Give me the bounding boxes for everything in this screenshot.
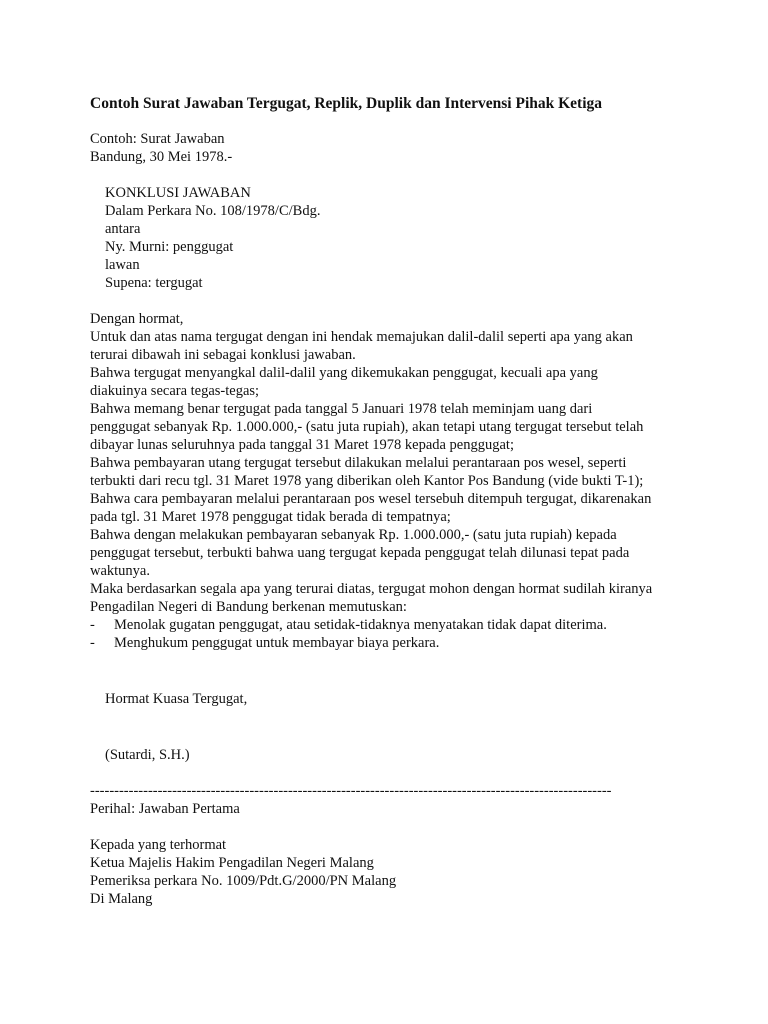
case-plaintiff: Ny. Murni: penggugat (105, 239, 234, 255)
body-line: Bahwa dengan melakukan pembayaran sebanyak Rp. 1.000.000,- (satu juta rupiah) kepada (90, 527, 617, 543)
closing-salutation: Hormat Kuasa Tergugat, (105, 691, 248, 707)
body-line: Dengan hormat, (90, 311, 184, 327)
body-line: Untuk dan atas nama tergugat dengan ini hendak memajukan dalil-dalil seperti apa yang akan (90, 329, 633, 345)
second-letter (90, 800, 690, 908)
body-line: Bahwa cara pembayaran melalui perantaraan pos wesel tersebuh ditempuh tergugat, dikarenakan (90, 491, 652, 507)
recipient-location: Di Malang (90, 891, 153, 907)
case-header-block (90, 184, 690, 292)
list-dash: - (90, 635, 95, 651)
body-line: Bahwa pembayaran utang tergugat tersebut dilakukan melalui perantaraan pos wesel, seperti (90, 455, 627, 471)
subject-line: Perihal: Jawaban Pertama (90, 801, 240, 817)
body-line: terurai dibawah ini sebagai konklusi jawaban. (90, 347, 356, 363)
body-line: pada tgl. 31 Maret 1978 penggugat tidak berada di tempatnya; (90, 509, 451, 525)
body-line: Bahwa memang benar tergugat pada tanggal 5 Januari 1978 telah meminjam uang dari (90, 401, 593, 417)
document-title: Contoh Surat Jawaban Tergugat, Replik, Duplik dan Intervensi Pihak Ketiga (90, 95, 603, 112)
list-item (90, 634, 690, 652)
body-line: Maka berdasarkan segala apa yang terurai diatas, tergugat mohon dengan hormat sudilah kiranya (90, 581, 653, 597)
body-line: penggugat tersebut, terbukti bahwa uang tergugat kepada penggugat telah dilunasi tepat pada (90, 545, 630, 561)
case-defendant: Supena: tergugat (105, 275, 203, 291)
body-line: penggugat sebanyak Rp. 1.000.000,- (satu juta rupiah), akan tetapi utang tergugat tersebut telah (90, 419, 644, 435)
list-dash: - (90, 617, 95, 633)
list-item-text: Menolak gugatan penggugat, atau setidak-tidaknya menyatakan tidak dapat diterima. (114, 617, 607, 633)
body-line: terbukti dari recu tgl. 31 Maret 1978 yang diberikan oleh Kantor Pos Bandung (vide bukti T-1); (90, 473, 644, 489)
intro-block (90, 130, 690, 166)
case-between: antara (105, 221, 141, 237)
intro-date: Bandung, 30 Mei 1978.- (90, 149, 233, 165)
request-list (90, 616, 690, 652)
signature-name: (Sutardi, S.H.) (105, 747, 190, 763)
body-line: diakuinya secara tegas-tegas; (90, 383, 260, 399)
case-versus: lawan (105, 257, 140, 273)
body-line: Pengadilan Negeri di Bandung berkenan memutuskan: (90, 599, 407, 615)
intro-line: Contoh: Surat Jawaban (90, 131, 225, 147)
body-text (90, 310, 690, 616)
case-heading: KONKLUSI JAWABAN (105, 185, 251, 201)
recipient-greeting: Kepada yang terhormat (90, 837, 227, 853)
list-item-text: Menghukum penggugat untuk membayar biaya perkara. (114, 635, 440, 651)
body-line: dibayar lunas seluruhnya pada tanggal 31 Maret 1978 kepada penggugat; (90, 437, 514, 453)
recipient-title: Ketua Majelis Hakim Pengadilan Negeri Malang (90, 855, 374, 871)
separator-line: ------------------------------------------------------------------------------------------------------------ (90, 783, 612, 799)
recipient-case: Pemeriksa perkara No. 1009/Pdt.G/2000/PN Malang (90, 873, 397, 889)
case-number: Dalam Perkara No. 108/1978/C/Bdg. (105, 203, 321, 219)
list-item (90, 616, 690, 634)
body-line: waktunya. (90, 563, 150, 579)
document-page (90, 94, 690, 908)
body-line: Bahwa tergugat menyangkal dalil-dalil yang dikemukakan penggugat, kecuali apa yang (90, 365, 598, 381)
